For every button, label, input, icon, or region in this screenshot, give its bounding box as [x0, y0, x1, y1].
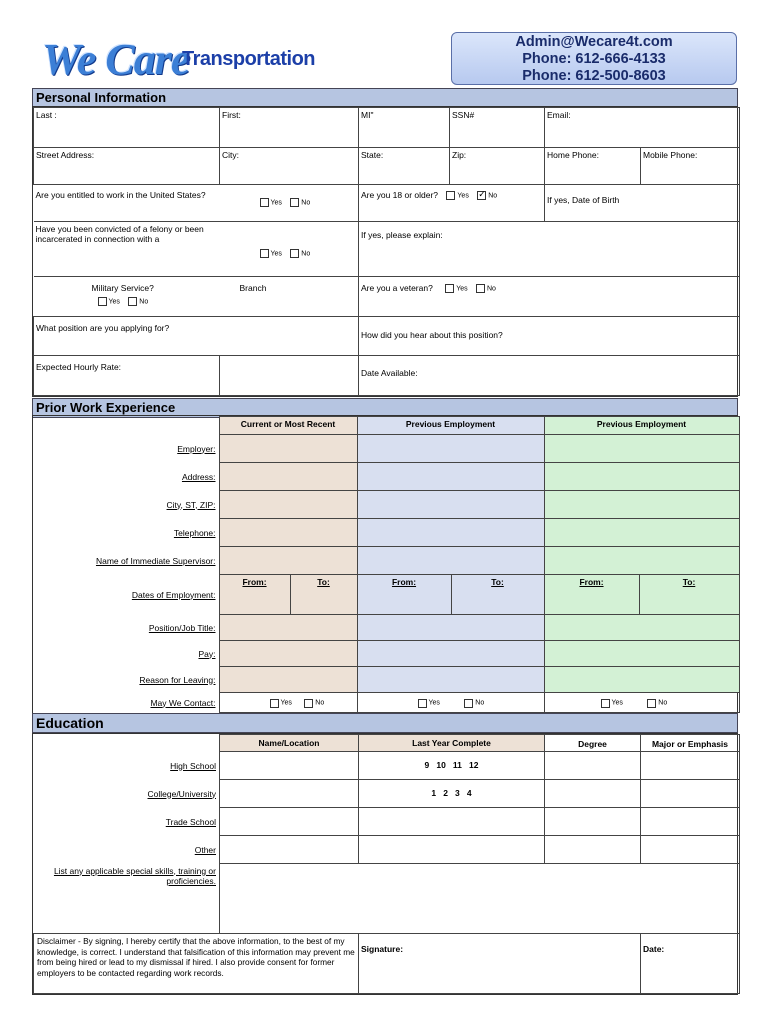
telephone-3-input[interactable]	[544, 519, 739, 547]
position-1-input[interactable]	[219, 615, 357, 641]
age-no-checkbox[interactable]	[477, 191, 486, 200]
yes-label: Yes	[611, 699, 623, 707]
disclaimer-text: Disclaimer - By signing, I hereby certify that the above information, to the best of my knowledge, is correct. I understand that falsification of this information may prevent me from being hired or lead to my dismissal if hired. I also provide consent for former employers to be contacted regarding work records.	[34, 934, 359, 994]
employer-2-input[interactable]	[357, 435, 544, 463]
trade-major-input[interactable]	[641, 808, 740, 836]
no-label: No	[301, 250, 311, 258]
yes-label: Yes	[280, 699, 292, 707]
entitled-options	[220, 185, 359, 222]
work-header-blank	[33, 417, 219, 435]
heard-field[interactable]	[359, 317, 740, 356]
felony-options	[220, 222, 359, 277]
supervisor-1-input[interactable]	[219, 547, 357, 575]
skills-input[interactable]	[220, 864, 740, 934]
employer-1-input[interactable]	[219, 435, 357, 463]
work-experience-form	[32, 415, 738, 714]
zip-field[interactable]	[450, 148, 545, 185]
contact-3-yes-checkbox[interactable]	[601, 699, 610, 708]
entitled-no-checkbox[interactable]	[290, 198, 299, 207]
yes-label: Yes	[456, 285, 468, 293]
no-label: No	[658, 699, 668, 707]
dob-label: If yes, Date of Birth	[547, 195, 620, 205]
row-address-label: Address:	[181, 471, 216, 482]
reason-3-input[interactable]	[544, 667, 739, 693]
address-2-input[interactable]	[357, 463, 544, 491]
email-label: Email:	[547, 110, 571, 120]
yes-label: Yes	[428, 699, 440, 707]
col-major: Major or Emphasis	[641, 735, 740, 752]
supervisor-3-input[interactable]	[544, 547, 739, 575]
age-label: Are you 18 or older?	[361, 190, 439, 200]
no-label: No	[139, 298, 149, 306]
felony-question	[34, 222, 220, 277]
row-college-label: College/University	[147, 788, 216, 799]
contact-3-options	[544, 693, 739, 713]
high-school-name-input[interactable]	[220, 752, 359, 780]
to-3-input[interactable]	[639, 575, 739, 615]
reason-2-input[interactable]	[357, 667, 544, 693]
city-1-input[interactable]	[219, 491, 357, 519]
address-3-input[interactable]	[544, 463, 739, 491]
home-phone-field[interactable]	[545, 148, 641, 185]
military-question	[34, 277, 220, 317]
military-yes-checkbox[interactable]	[98, 297, 107, 306]
mi-field[interactable]	[359, 108, 450, 148]
no-label: No	[475, 699, 485, 707]
col-last-year: Last Year Complete	[359, 735, 545, 752]
row-trade-school-label: Trade School	[165, 816, 216, 827]
col-previous-employer-1: Previous Employment	[357, 417, 544, 435]
entitled-label: Are you entitled to work in the United States?	[35, 190, 206, 200]
contact-2-yes-checkbox[interactable]	[418, 699, 427, 708]
from-label: From:	[242, 577, 267, 587]
trade-name-input[interactable]	[220, 808, 359, 836]
reason-1-input[interactable]	[219, 667, 357, 693]
explain-label: If yes, please explain:	[361, 230, 443, 240]
from-1-input[interactable]	[219, 575, 290, 615]
first-name-field[interactable]	[220, 108, 359, 148]
contact-3-no-checkbox[interactable]	[647, 699, 656, 708]
pay-2-input[interactable]	[357, 641, 544, 667]
contact-1-options	[219, 693, 357, 713]
college-degree-input[interactable]	[545, 780, 641, 808]
logo-we-care: We Care	[42, 35, 190, 84]
yes-label: Yes	[108, 298, 120, 306]
date-label: Date:	[643, 944, 665, 954]
military-label: Military Service?	[91, 283, 154, 293]
branch-label: Branch	[239, 283, 267, 293]
contact-box	[451, 32, 737, 85]
education-form	[32, 733, 738, 995]
city-label: City:	[222, 150, 239, 160]
col-previous-employer-2: Previous Employment	[544, 417, 739, 435]
supervisor-2-input[interactable]	[357, 547, 544, 575]
felony-no-checkbox[interactable]	[290, 249, 299, 258]
felony-yes-checkbox[interactable]	[260, 249, 269, 258]
row-city-label: City, ST, ZIP:	[166, 499, 216, 510]
pay-1-input[interactable]	[219, 641, 357, 667]
date-field[interactable]	[641, 934, 740, 994]
heard-label: How did you hear about this position?	[361, 330, 503, 340]
yes-label: Yes	[457, 192, 469, 200]
telephone-2-input[interactable]	[357, 519, 544, 547]
ssn-label: SSN#	[452, 110, 475, 120]
row-high-school-label: High School	[170, 760, 216, 771]
no-label: No	[315, 699, 325, 707]
trade-years-input[interactable]	[359, 808, 545, 836]
from-3-input[interactable]	[544, 575, 639, 615]
row-reason-label: Reason for Leaving:	[139, 674, 216, 685]
logo-transportation: Transportation	[182, 48, 316, 70]
signature-label: Signature:	[361, 944, 404, 954]
date-available-field[interactable]	[359, 356, 740, 396]
college-major-input[interactable]	[641, 780, 740, 808]
row-position-label: Position/Job Title:	[148, 622, 216, 633]
street-address-field[interactable]	[34, 148, 220, 185]
branch-field[interactable]	[220, 277, 359, 317]
section-personal-information: Personal Information	[32, 88, 738, 108]
date-available-label: Date Available:	[361, 368, 418, 378]
state-label: State:	[361, 150, 384, 160]
veteran-question	[359, 277, 740, 317]
no-label: No	[488, 192, 498, 200]
contact-2-options	[357, 693, 544, 713]
section-prior-work-experience: Prior Work Experience	[32, 398, 738, 418]
hourly-rate-input[interactable]	[220, 356, 359, 396]
mi-label: MI"	[361, 110, 374, 120]
address-1-input[interactable]	[219, 463, 357, 491]
contact-1-no-checkbox[interactable]	[304, 699, 313, 708]
row-supervisor-label: Name of Immediate Supervisor:	[95, 555, 216, 566]
zip-label: Zip:	[452, 150, 467, 160]
to-label: To:	[491, 577, 504, 587]
entitled-question	[34, 185, 220, 222]
position-field[interactable]	[34, 317, 359, 356]
contact-1-yes-checkbox[interactable]	[270, 699, 279, 708]
position-label: What position are you applying for?	[36, 323, 170, 333]
other-degree-input[interactable]	[545, 836, 641, 864]
college-name-input[interactable]	[220, 780, 359, 808]
company-logo	[36, 34, 326, 90]
veteran-label: Are you a veteran?	[361, 283, 433, 293]
hourly-rate-field[interactable]	[34, 356, 220, 396]
skills-label: List any applicable special skills, training or proficiencies.	[53, 865, 216, 886]
col-degree: Degree	[545, 735, 641, 752]
high-school-degree-input[interactable]	[545, 752, 641, 780]
state-field[interactable]	[359, 148, 450, 185]
entitled-yes-checkbox[interactable]	[260, 198, 269, 207]
to-1-input[interactable]	[290, 575, 357, 615]
yes-label: Yes	[270, 199, 282, 207]
row-employer-label: Employer:	[177, 443, 216, 454]
home-phone-label: Home Phone:	[547, 150, 599, 160]
other-years-input[interactable]	[359, 836, 545, 864]
email-field[interactable]	[545, 108, 740, 148]
no-label: No	[487, 285, 496, 293]
veteran-yes-checkbox[interactable]	[445, 284, 454, 293]
high-school-major-input[interactable]	[641, 752, 740, 780]
street-address-label: Street Address:	[36, 150, 95, 160]
to-label: To:	[682, 577, 696, 587]
high-school-years[interactable]: 9 10 11 12	[359, 752, 545, 780]
city-2-input[interactable]	[357, 491, 544, 519]
col-name-location: Name/Location	[220, 735, 359, 752]
to-2-input[interactable]	[451, 575, 544, 615]
no-label: No	[301, 199, 311, 207]
row-other-label: Other	[194, 844, 216, 855]
personal-information-form	[32, 106, 738, 397]
position-2-input[interactable]	[357, 615, 544, 641]
row-dates-label: Dates of Employment:	[131, 589, 216, 600]
city-3-input[interactable]	[544, 491, 739, 519]
row-pay-label: Pay:	[198, 648, 216, 659]
contact-email: Admin@Wecare4t.com	[515, 34, 673, 50]
first-name-label: First:	[222, 110, 241, 120]
row-telephone-label: Telephone:	[173, 527, 216, 538]
contact-2-no-checkbox[interactable]	[464, 699, 473, 708]
city-field[interactable]	[220, 148, 359, 185]
from-label: From:	[579, 577, 604, 587]
contact-phone-2: Phone: 612-500-8603	[522, 68, 666, 84]
college-years[interactable]: 1 2 3 4	[359, 780, 545, 808]
position-3-input[interactable]	[544, 615, 739, 641]
last-name-field[interactable]	[34, 108, 220, 148]
from-2-input[interactable]	[357, 575, 451, 615]
age-question	[359, 185, 545, 222]
felony-label: Have you been convicted of a felony or been incarcerated in connection with a	[35, 224, 204, 244]
contact-phone-1: Phone: 612-666-4133	[522, 51, 666, 67]
ssn-field[interactable]	[450, 108, 545, 148]
trade-degree-input[interactable]	[545, 808, 641, 836]
dob-field[interactable]	[545, 185, 740, 222]
yes-label: Yes	[270, 250, 282, 258]
military-no-checkbox[interactable]	[128, 297, 137, 306]
signature-field[interactable]	[359, 934, 641, 994]
explain-field[interactable]	[359, 222, 740, 277]
veteran-no-checkbox[interactable]	[476, 284, 485, 293]
other-name-input[interactable]	[220, 836, 359, 864]
section-education: Education	[32, 713, 738, 733]
last-name-label: Last :	[36, 110, 57, 120]
age-yes-checkbox[interactable]	[446, 191, 455, 200]
edu-header-blank	[34, 735, 220, 752]
mobile-phone-label: Mobile Phone:	[643, 150, 698, 160]
mobile-phone-field[interactable]	[641, 148, 740, 185]
employer-3-input[interactable]	[544, 435, 739, 463]
telephone-1-input[interactable]	[219, 519, 357, 547]
other-major-input[interactable]	[641, 836, 740, 864]
hourly-rate-label: Expected Hourly Rate:	[36, 362, 122, 372]
from-label: From:	[391, 577, 417, 587]
col-current-employer: Current or Most Recent	[219, 417, 357, 435]
pay-3-input[interactable]	[544, 641, 739, 667]
row-contact-label: May We Contact:	[150, 697, 216, 708]
to-label: To:	[317, 577, 330, 587]
